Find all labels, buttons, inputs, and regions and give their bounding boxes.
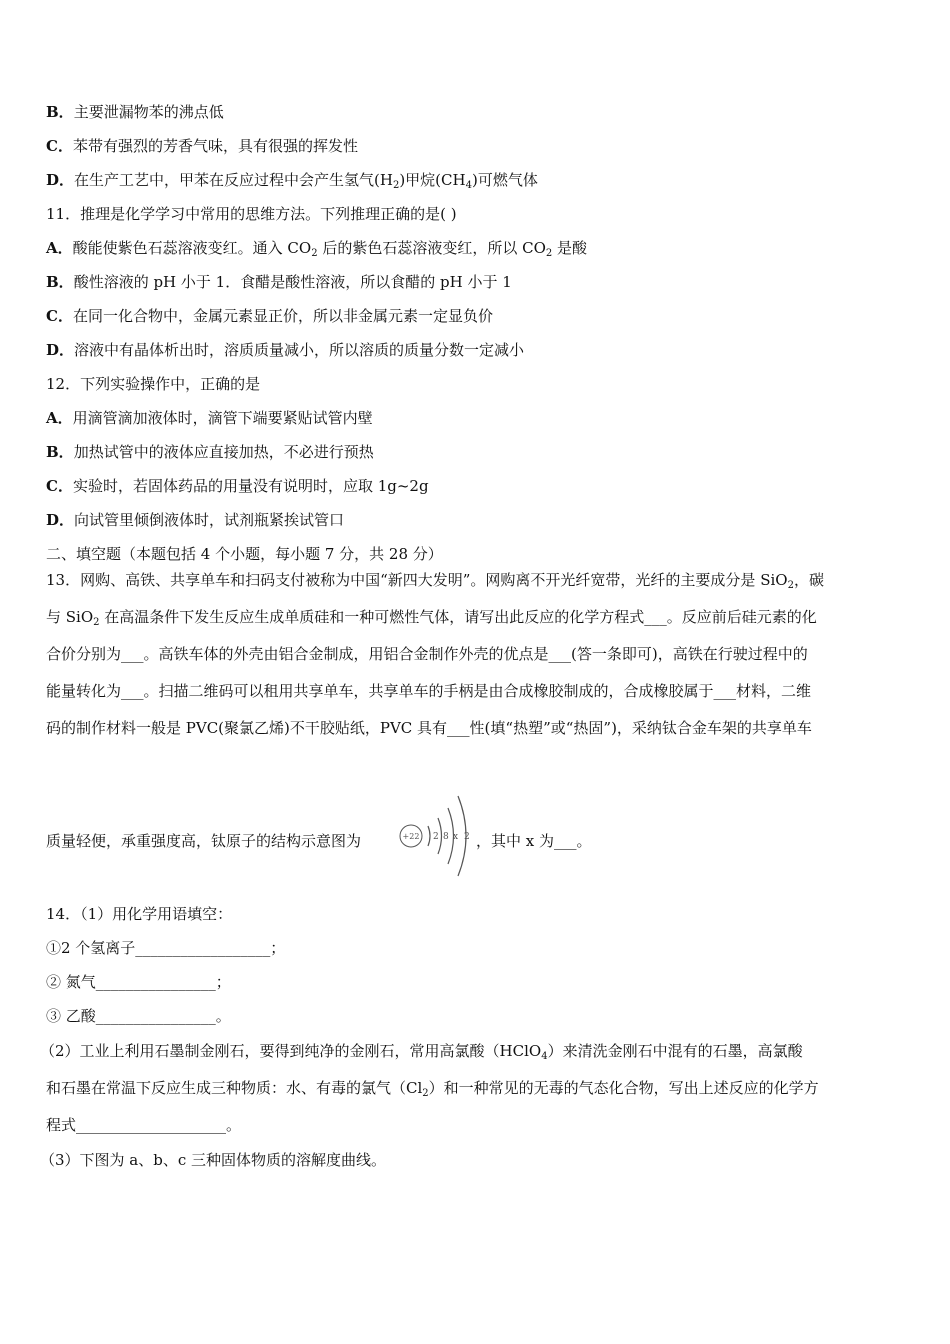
shell-3-count: x [453,832,459,842]
option-c-q11: C．在同一化合物中，金属元素显正价，所以非金属元素一定显负价 [46,307,493,325]
question-13-line-1: 13．网购、高铁、共享单车和扫码支付被称为中国“新四大发明”。网购离不开光纤宽带，光纤的主要成分是 SiO$_2$，碳 [46,571,824,591]
question-14-part3: （3）下图为 a、b、c 三种固体物质的溶解度曲线。 [40,1151,387,1169]
option-d-q12: D．向试管里倾倒液体时，试剂瓶紧挨试管口 [46,511,345,529]
option-a-q12: A．用滴管滴加液体时，滴管下端要紧贴试管内壁 [46,409,373,427]
question-13-line-3: 合价分别为___。高铁车体的外壳由铝合金制成，用铝合金制作外壳的优点是___(答一条即可)，高铁在行驶过程中的 [46,645,808,663]
question-14-item-1: ①2 个氢离子__________________； [46,939,286,957]
option-d-q11: D．溶液中有晶体析出时，溶质质量减小，所以溶质的质量分数一定减小 [46,341,525,359]
question-14-part2-line-3: 程式____________________。 [46,1116,242,1134]
question-13-line-5: 码的制作材料一般是 PVC(聚氯乙烯)不干胶贴纸，PVC 具有___性(填“热塑”或“热固”)，采纳钛合金车架的共享单车 [46,719,812,737]
question-14-part2-line-2: 和石墨在常温下反应生成三种物质：水、有毒的氯气$(Cl_2)$和一种常见的无毒的气态化合物，写出上述反应的化学方 [46,1079,819,1099]
option-b-q11: B．酸性溶液的 pH 小于 1．食醋是酸性溶液，所以食醋的 pH 小于 1 [46,273,512,291]
section-title: 二、填空题（本题包括 4 个小题，每小题 7 分，共 28 分） [46,545,443,563]
shell-4-count: 2 [464,832,470,842]
question-13-line-2: 与 SiO$_2$ 在高温条件下发生反应生成单质硅和一种可燃性气体，请写出此反应的化学方程式___。反应前后硅元素的化 [46,608,817,628]
question-12: 12．下列实验操作中，正确的是 [46,375,261,393]
question-14-part2-line-1: （2）工业上利用石墨制金刚石，要得到纯净的金刚石，常用高氯酸（HClO$_4$）来清洗金刚石中混有的石墨，高氯酸 [40,1042,803,1062]
question-13-line-4: 能量转化为___。扫描二维码可以租用共享单车，共享单车的手柄是由合成橡胶制成的，合成橡胶属于___材料，二维 [46,682,812,700]
electron-shell-1 [428,826,430,846]
option-c-q12: C．实验时，若固体药品的用量没有说明时，应取 1g~2g [46,477,429,495]
question-14: 14．（1）用化学用语填空： [46,905,233,923]
option-b-q12: B．加热试管中的液体应直接加热，不必进行预热 [46,443,374,461]
nucleus-charge: +22 [402,832,420,841]
option-b-q10: B．主要泄漏物苯的沸点低 [46,103,224,121]
question-14-item-3: ③ 乙酸________________。 [46,1007,231,1025]
shell-2-count: 8 [443,832,449,842]
question-13-line-6a: 质量轻便，承重强度高，钛原子的结构示意图为 [46,832,362,850]
titanium-atom-structure-diagram [396,790,476,882]
option-c-q10: C．苯带有强烈的芳香气味，具有很强的挥发性 [46,137,358,155]
question-13-line-6b: ，其中 x 为___。 [476,832,592,850]
option-a-q11: A．酸能使紫色石蕊溶液变红。通入 $CO_2$ 后的紫色石蕊溶液变红，所以 $CO_2$ 是酸 [46,239,588,259]
option-d-q10: D．在生产工艺中，甲苯在反应过程中会产生氢气$(H_2)$甲烷$(CH_4)$可燃气体 [46,171,538,191]
shell-1-count: 2 [433,832,439,842]
question-14-item-2: ② 氮气________________； [46,973,231,991]
question-11: 11．推理是化学学习中常用的思维方法。下列推理正确的是( ) [46,205,457,223]
